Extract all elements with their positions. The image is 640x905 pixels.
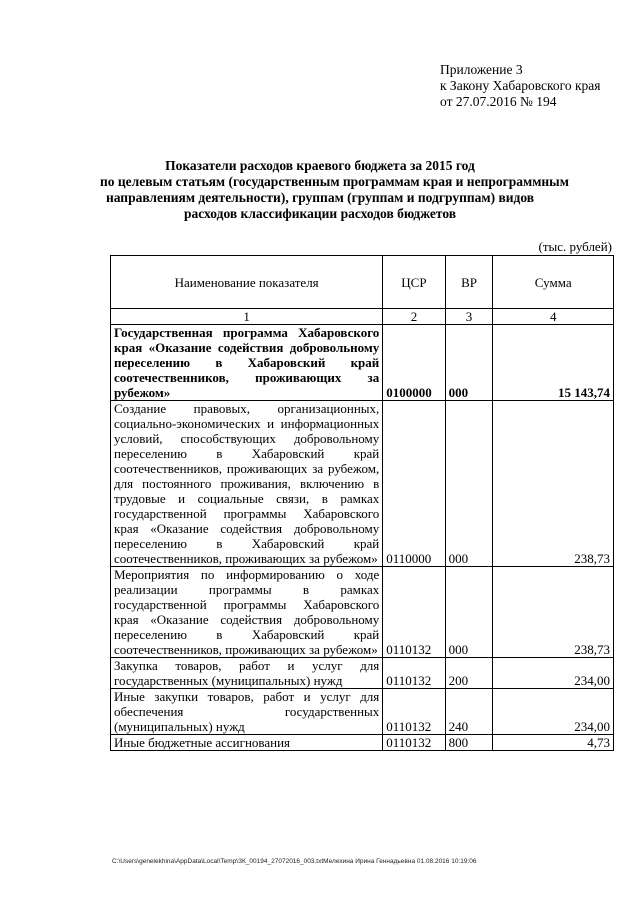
row-vr: 200 (445, 658, 493, 689)
row-sum: 15 143,74 (493, 325, 614, 401)
row-csr: 0110000 (383, 401, 445, 567)
row-vr: 000 (445, 401, 493, 567)
row-csr: 0110132 (383, 689, 445, 735)
row-vr: 240 (445, 689, 493, 735)
row-csr: 0110132 (383, 658, 445, 689)
row-name: Государственная программа Хабаровского края «Оказание содействия добровольному переселению в Хабаровский край соотечественников, проживающих за рубежом» (111, 325, 383, 401)
column-number: 4 (493, 309, 614, 325)
column-number: 1 (111, 309, 383, 325)
table-row (111, 567, 614, 658)
table-row (111, 735, 614, 751)
table-row (111, 401, 614, 567)
row-sum: 238,73 (493, 567, 614, 658)
row-csr: 0100000 (383, 325, 445, 401)
row-name: Закупка товаров, работ и услуг для государственных (муниципальных) нужд (111, 658, 383, 689)
row-sum: 238,73 (493, 401, 614, 567)
units-label: (тыс. рублей) (538, 239, 612, 254)
row-name: Создание правовых, организационных, социально-экономических и информационных условий, способствующих добровольному переселению в Хабаровский край соотечественников, проживающих за рубежом, для постоянного проживания, включению в трудовые и социальные связи, в рамках государственной программы Хабаровского края «Оказание содействия добровольному переселению в Хабаровский край соотечественников, проживающих за рубежом» (111, 401, 383, 567)
column-number-row (111, 309, 614, 325)
title-line: направлениям деятельности), группам (группам и подгруппам) видов (105, 190, 535, 205)
row-vr: 000 (445, 325, 493, 401)
header-sum: Сумма (493, 256, 614, 309)
title-line: по целевым статьям (государственным программам края и непрограммным (100, 174, 569, 189)
title-line: Показатели расходов краевого бюджета за 2015 год (165, 158, 475, 173)
appendix-line: Приложение 3 (440, 62, 523, 77)
table-row (111, 689, 614, 735)
title-line: расходов классификации расходов бюджетов (183, 206, 457, 221)
row-name: Мероприятия по информированию о ходе реализации программы в рамках государственной программы Хабаровского края «Оказание содействия добровольному переселению в Хабаровский край соотечественников, проживающих за рубежом» (111, 567, 383, 658)
column-number: 3 (445, 309, 493, 325)
row-csr: 0110132 (383, 735, 445, 751)
expenses-table (110, 255, 614, 751)
table-header-row (111, 256, 614, 309)
file-path-footer: C:\Users\genelekhina\AppData\Local\Temp\ЗК_00194_27072016_003.txtМелехина Ирина Геннадьевна 01.08.2016 10:19:06 (112, 858, 477, 865)
row-sum: 234,00 (493, 689, 614, 735)
row-name: Иные закупки товаров, работ и услуг для обеспечения государственных (муниципальных) нужд (111, 689, 383, 735)
table-row (111, 658, 614, 689)
row-vr: 000 (445, 567, 493, 658)
appendix-header (440, 62, 601, 110)
row-csr: 0110132 (383, 567, 445, 658)
header-vr: ВР (445, 256, 493, 309)
appendix-line: к Закону Хабаровского края (440, 78, 601, 93)
document-title (100, 158, 569, 222)
table-row (111, 325, 614, 401)
row-name: Иные бюджетные ассигнования (111, 735, 383, 751)
header-csr: ЦСР (383, 256, 445, 309)
appendix-line: от 27.07.2016 № 194 (440, 94, 557, 109)
row-vr: 800 (445, 735, 493, 751)
column-number: 2 (383, 309, 445, 325)
row-sum: 234,00 (493, 658, 614, 689)
row-sum: 4,73 (493, 735, 614, 751)
header-name: Наименование показателя (111, 256, 383, 309)
